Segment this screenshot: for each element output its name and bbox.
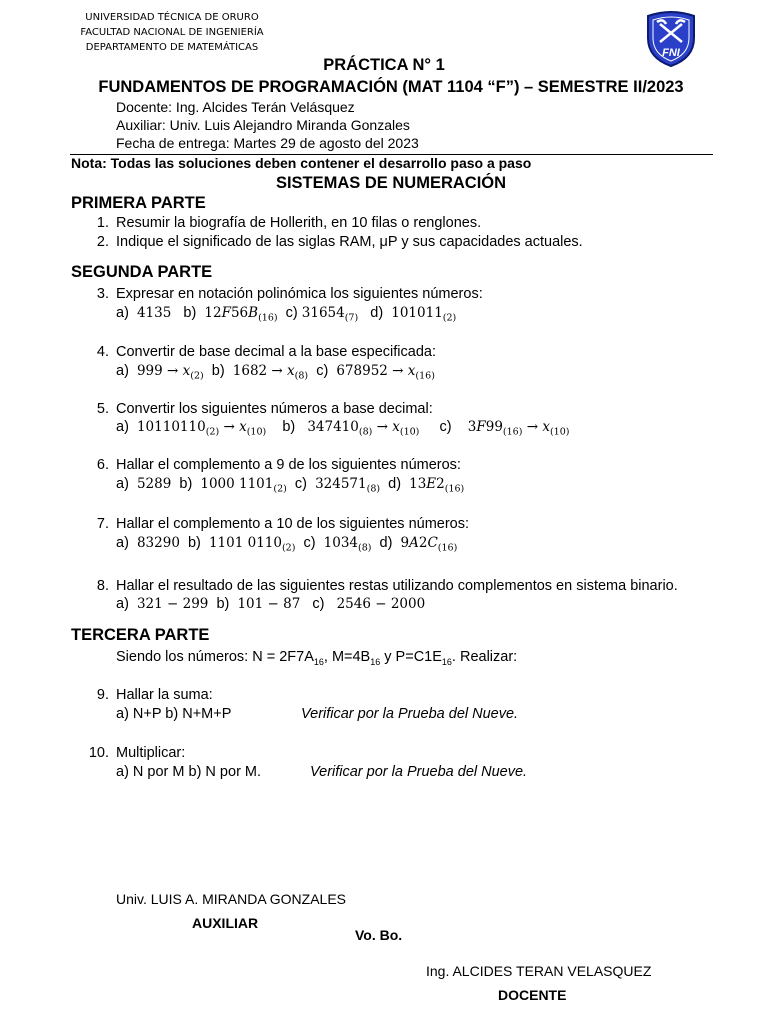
question-6-options: a) 5289 b) 1000 $1101_{(2)}$ c) $324571_{(8)}$ d) $13E2_{(16)}$ <box>116 476 465 495</box>
assistant-signature-role: AUXILIAR <box>192 915 259 931</box>
question-number: 3. <box>96 286 109 302</box>
question-1 <box>85 215 481 231</box>
question-8 <box>85 578 678 594</box>
question-5 <box>85 401 433 417</box>
question-5-options: a) $10110110_{(2)} \to x_{(10)}$ b) $347410_{(8)} \to x_{(10)}$ c) $3F99_{(16)} \to x_{(10)}$ <box>116 419 570 438</box>
question-10 <box>85 745 185 761</box>
question-number: 4. <box>96 344 109 360</box>
part2-heading: SEGUNDA PARTE <box>71 263 213 281</box>
question-3-options: a) 4135 b) $12F56B_{(16)}$ c) $31654_{(7)}$ d) $101011_{(2)}$ <box>116 305 457 324</box>
due-date-line: Fecha de entrega: Martes 29 de agosto del 2023 <box>116 135 419 151</box>
question-text: Indique el significado de las siglas RAM, μP y sus capacidades actuales. <box>116 234 583 250</box>
vobo-label: Vo. Bo. <box>355 927 403 943</box>
department-name: DEPARTAMENTO DE MATEMÁTICAS <box>85 42 259 53</box>
question-text: Resumir la biografía de Hollerith, en 10 filas o renglones. <box>116 215 482 231</box>
question-text: Hallar el resultado de las siguientes restas utilizando complementos en sistema binario. <box>116 578 678 594</box>
question-text: Convertir los siguientes números a base decimal: <box>116 401 433 417</box>
question-10-verify: Verificar por la Prueba del Nueve. <box>310 764 528 780</box>
teacher-signature-role: DOCENTE <box>498 987 567 1003</box>
question-9-options: a) N+P b) N+M+P <box>116 706 232 722</box>
question-9-verify: Verificar por la Prueba del Nueve. <box>301 706 519 722</box>
logo-text: FNI <box>662 47 680 59</box>
question-6 <box>85 457 461 473</box>
question-8-options: a) 321 − 299 b) 101 − 87 c) 2546 − 2000 <box>116 596 426 612</box>
question-3 <box>85 286 483 302</box>
teacher-line: Docente: Ing. Alcides Terán Velásquez <box>116 99 355 115</box>
assistant-signature-name: Univ. LUIS A. MIRANDA GONZALES <box>116 891 347 907</box>
faculty-name: FACULTAD NACIONAL DE INGENIERÍA <box>80 27 264 38</box>
part1-heading: PRIMERA PARTE <box>71 194 206 212</box>
part3-heading: TERCERA PARTE <box>71 626 210 644</box>
university-name: UNIVERSIDAD TÉCNICA DE ORURO <box>85 12 259 23</box>
question-text: Hallar el complemento a 9 de los siguientes números: <box>116 457 461 473</box>
question-text: Hallar la suma: <box>116 687 213 703</box>
question-4-options: a) $999 \to x_{(2)}$ b) $1682 \to x_{(8)}$ c) $678952 \to x_{(16)}$ <box>116 363 435 382</box>
topic-title: SISTEMAS DE NUMERACIÓN <box>275 174 507 192</box>
question-9 <box>85 687 213 703</box>
assistant-line: Auxiliar: Univ. Luis Alejandro Miranda Gonzales <box>116 117 410 133</box>
question-text: Hallar el complemento a 10 de los siguientes números: <box>116 516 470 532</box>
question-number: 9. <box>96 687 109 703</box>
question-text: Expresar en notación polinómica los siguientes números: <box>116 286 483 302</box>
question-text: Convertir de base decimal a la base especificada: <box>116 344 436 360</box>
question-7-options: a) 83290 b) 1101 $0110_{(2)}$ c) $1034_{(8)}$ d) $9A2C_{(16)}$ <box>116 535 458 554</box>
question-4 <box>85 344 436 360</box>
question-number: 8. <box>96 578 109 594</box>
question-text: Multiplicar: <box>116 745 186 761</box>
teacher-signature-name: Ing. ALCIDES TERAN VELASQUEZ <box>426 963 652 979</box>
question-number: 2. <box>96 234 109 250</box>
part3-intro: Siendo los números: $N = 2F7A_{16}$, $M=4B_{16}$ y $P=C1E_{16}$. Realizar: <box>116 649 518 667</box>
question-number: 10. <box>88 745 109 761</box>
question-2 <box>85 234 583 250</box>
question-number: 1. <box>96 215 109 231</box>
question-7 <box>85 516 469 532</box>
question-number: 6. <box>96 457 109 473</box>
course-title: FUNDAMENTOS DE PROGRAMACIÓN (MAT 1104 “F”) – SEMESTRE II/2023 <box>98 78 684 96</box>
question-10-options: a) N por M b) N por M. <box>116 764 262 780</box>
note: Nota: Todas las soluciones deben contener el desarrollo paso a paso <box>71 155 532 171</box>
question-number: 5. <box>96 401 109 417</box>
question-number: 7. <box>96 516 109 532</box>
practice-title: PRÁCTICA N° 1 <box>323 56 445 74</box>
